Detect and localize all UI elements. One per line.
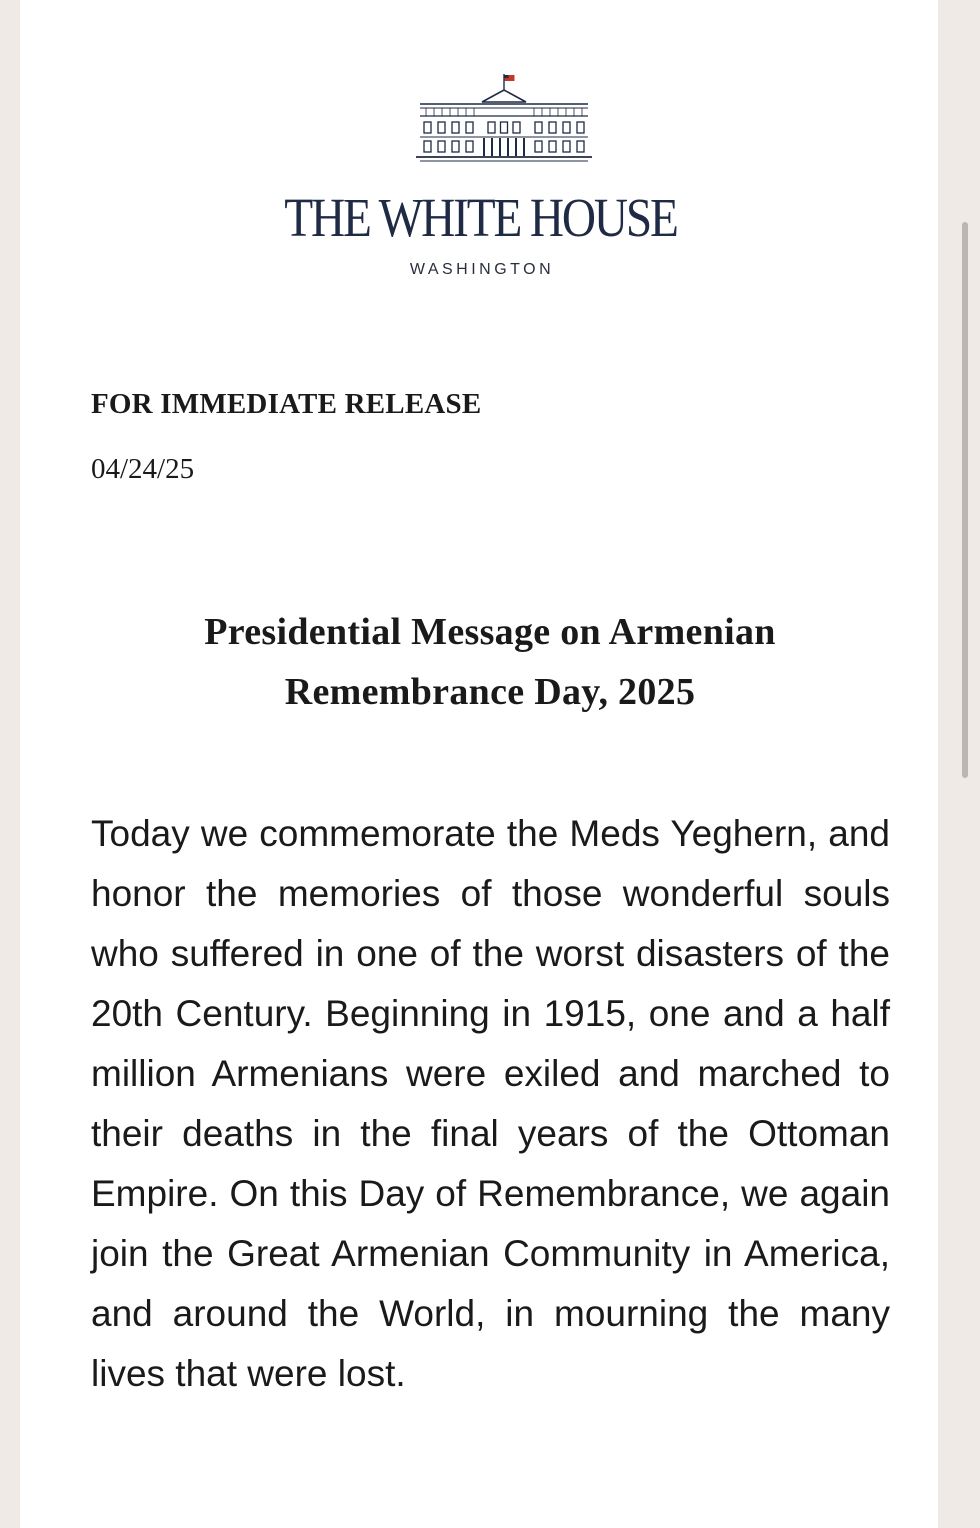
document-title bbox=[60, 602, 920, 722]
document-page bbox=[20, 0, 938, 1528]
document-body: Today we commemorate the Meds Yeghern, and honor the memories of those wonderful souls who suffered in one of the worst disasters of the 20th Century. Beginning in 1915, one and a half million Armenians were exiled and marched to their deaths in the final years of the Ottoman Empire. On this Day of Remembrance, we again join the Great Armenian Community in America, and around the World, in mourning the many lives that were lost. bbox=[91, 813, 890, 1394]
white-house-building-icon bbox=[396, 72, 612, 164]
masthead-subtitle: WASHINGTON bbox=[409, 261, 555, 278]
release-label: FOR IMMEDIATE RELEASE bbox=[91, 388, 482, 420]
masthead-title: THE WHITE HOUSE bbox=[284, 187, 677, 248]
document-title-line-1: Presidential Message on Armenian bbox=[204, 611, 776, 653]
scrollbar-thumb[interactable] bbox=[962, 222, 968, 778]
release-date: 04/24/25 bbox=[91, 453, 195, 485]
document-title-line-2: Remembrance Day, 2025 bbox=[284, 671, 696, 713]
